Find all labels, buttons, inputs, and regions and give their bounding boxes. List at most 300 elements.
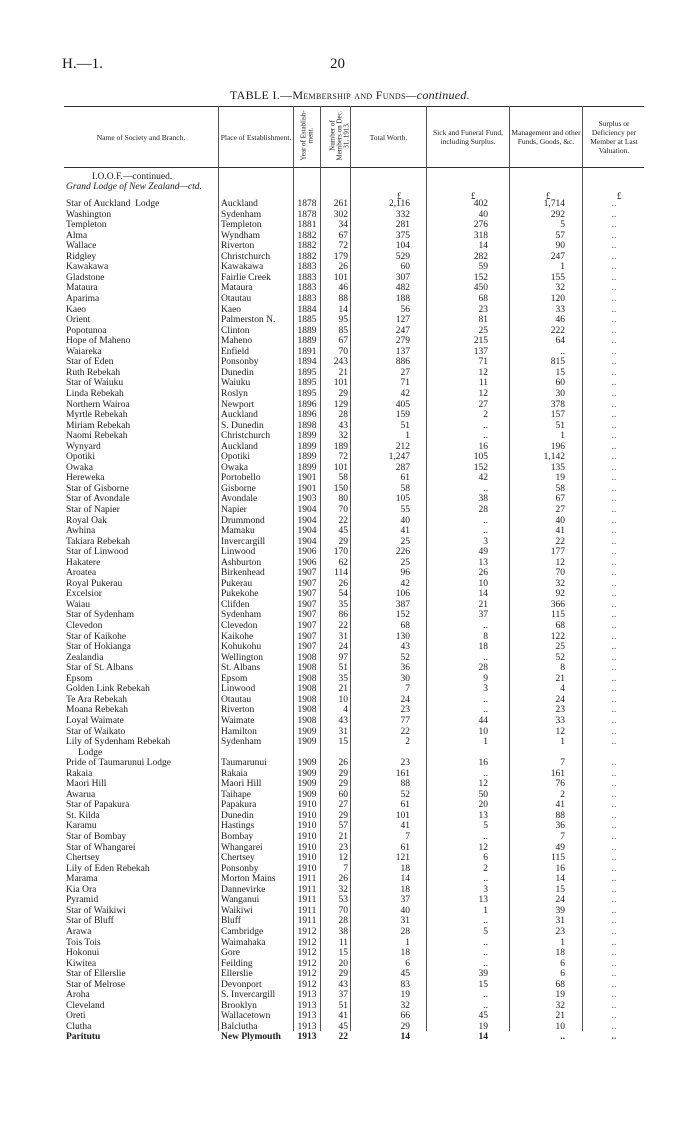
cell-surplus: ..	[611, 768, 617, 779]
cell-year: 1913	[297, 1000, 317, 1011]
cell-mgmt: 92	[555, 589, 565, 600]
cell-mgmt: 115	[551, 610, 565, 621]
cell-worth: 77	[400, 715, 410, 726]
cell-place: Ellerslie	[221, 969, 253, 980]
cell-members: 31	[338, 726, 348, 737]
cell-sick: 8	[483, 631, 488, 642]
cell-worth: 18	[400, 884, 410, 895]
cell-members: 51	[338, 1000, 348, 1011]
table-header-rule	[64, 167, 644, 168]
cell-name: Maori Hill	[66, 779, 107, 790]
cell-sick: 59	[478, 262, 488, 273]
cell-mgmt: 30	[555, 388, 565, 399]
cell-members: 70	[338, 505, 348, 515]
cell-year: 1898	[297, 420, 317, 431]
cell-year: 1907	[297, 578, 317, 589]
cell-members: 28	[338, 410, 348, 420]
cell-name: Alma	[66, 230, 88, 241]
cell-mgmt: 24	[555, 694, 565, 705]
cell-worth: 1	[405, 431, 410, 442]
cell-year: 1911	[297, 884, 317, 895]
cell-place: Opotiki	[221, 452, 251, 463]
cell-worth: 14	[400, 874, 410, 885]
cell-surplus: ..	[611, 895, 617, 906]
cell-place: Maheno	[221, 336, 253, 347]
cell-name: Star of Eden	[66, 357, 114, 368]
cell-place: Christchurch	[221, 251, 271, 262]
cell-name: Awarua	[66, 789, 96, 800]
cell-surplus: ..	[611, 220, 617, 231]
cell-mgmt: 247	[550, 251, 565, 262]
cell-sick: 49	[478, 547, 488, 558]
cell-mgmt: 157	[550, 410, 565, 420]
cell-name: Oreti	[66, 1011, 86, 1022]
cell-surplus: ..	[611, 694, 617, 705]
cell-sick: ..	[483, 916, 488, 927]
cell-year: 1889	[297, 336, 317, 347]
cell-name: Loyal Waimate	[66, 715, 124, 726]
cell-name: Wynyard	[66, 441, 101, 452]
cell-members: 114	[334, 568, 348, 579]
cell-place: S. Dunedin	[221, 420, 264, 431]
cell-worth: 279	[395, 336, 410, 347]
cell-mgmt: 155	[550, 272, 565, 283]
cell-year: 1908	[297, 652, 317, 663]
cell-name: St. Kilda	[66, 810, 100, 821]
cell-sick: ..	[483, 937, 488, 948]
cell-surplus: ..	[611, 410, 617, 420]
cell-place: Avondale	[221, 494, 258, 505]
cell-sick: 11	[478, 378, 488, 389]
cell-surplus: ..	[611, 399, 617, 410]
cell-members: 35	[338, 599, 348, 610]
cell-surplus: ..	[611, 631, 617, 642]
cell-sick: 152	[473, 462, 488, 473]
cell-surplus: ..	[611, 536, 617, 547]
cell-surplus: ..	[611, 431, 617, 442]
cell-name: Star of Whangarei	[66, 842, 136, 853]
cell-place: Palmerston N.	[221, 315, 276, 326]
cell-year: 1906	[297, 547, 317, 558]
cell-members: 32	[338, 431, 348, 442]
cell-place: Owaka	[221, 462, 248, 473]
cell-name: Aroatea	[66, 568, 97, 579]
cell-year: 1912	[297, 926, 317, 937]
cell-place: Hastings	[221, 821, 255, 832]
cell-surplus: ..	[611, 853, 617, 864]
cell-place: Balclutha	[221, 1021, 258, 1032]
cell-worth: 18	[400, 863, 410, 874]
cell-year: 1878	[297, 209, 317, 220]
cell-members: 20	[338, 958, 348, 969]
cell-name: Waiareka	[66, 346, 102, 357]
cell-sick: ..	[483, 420, 488, 431]
column-header-name: Name of Society and Branch.	[96, 132, 186, 142]
cell-year: 1895	[297, 378, 317, 389]
cell-worth: 56	[400, 304, 410, 315]
cell-members: 10	[338, 694, 348, 705]
cell-worth: 307	[395, 272, 410, 283]
cell-name: Star of Waikiwi	[66, 905, 126, 916]
cell-worth: 14	[400, 1032, 410, 1043]
cell-worth: 529	[395, 251, 410, 262]
cell-sick: 3	[483, 536, 488, 547]
cell-place: Christchurch	[221, 431, 271, 442]
cell-mgmt: 23	[555, 926, 565, 937]
cell-surplus: ..	[611, 1011, 617, 1022]
cell-members: 85	[338, 325, 348, 336]
cell-mgmt: 15	[555, 884, 565, 895]
cell-place: Gisborne	[221, 483, 256, 494]
column-header-year: Year of Establish-ment.	[299, 110, 315, 161]
cell-year: 1908	[297, 684, 317, 695]
cell-name: Mataura	[66, 283, 98, 294]
cell-place: Feilding	[221, 958, 253, 969]
cell-name: Northern Wairoa	[66, 399, 130, 410]
cell-mgmt: 88	[555, 810, 565, 821]
cell-members: 38	[338, 926, 348, 937]
cell-place: Wellington	[221, 652, 263, 663]
cell-place: Kaikohe	[221, 631, 254, 642]
cell-place: Dunedin	[221, 810, 254, 821]
cell-sick: ..	[483, 621, 488, 631]
cell-worth: 104	[395, 241, 410, 252]
cell-name: Star of Linwood	[66, 547, 129, 558]
cell-mgmt: 49	[555, 842, 565, 853]
cell-members: 15	[338, 948, 348, 958]
cell-worth: 42	[400, 388, 410, 399]
cell-sick: 10	[478, 726, 488, 737]
cell-year: 1885	[297, 315, 317, 326]
cell-worth: 886	[395, 357, 410, 368]
cell-year: 1907	[297, 599, 317, 610]
unit-surplus: £	[617, 191, 622, 201]
cell-mgmt: 1	[560, 262, 565, 273]
cell-sick: ..	[483, 515, 488, 526]
cell-members: 58	[338, 473, 348, 484]
cell-place: Templeton	[221, 220, 262, 231]
cell-name: Hope of Maheno	[66, 336, 131, 347]
cell-members: 179	[333, 251, 348, 262]
cell-members: 15	[338, 737, 348, 747]
cell-place: Linwood	[221, 547, 256, 558]
cell-place: Ponsonby	[221, 863, 259, 874]
cell-year: 1910	[297, 800, 317, 811]
cell-members: 62	[338, 557, 348, 568]
cell-mgmt: 33	[555, 304, 565, 315]
cell-name: Tois Tois	[66, 937, 101, 948]
unit-worth: £	[397, 191, 402, 201]
cell-surplus: ..	[611, 578, 617, 589]
cell-name: Pride of Taumarunui Lodge	[66, 758, 171, 769]
cell-mgmt: 21	[555, 673, 565, 684]
cell-worth: 96	[400, 568, 410, 579]
cell-year: 1882	[297, 241, 317, 252]
cell-members: 129	[333, 399, 348, 410]
cell-mgmt: 1	[560, 431, 565, 442]
cell-year: 1909	[297, 758, 317, 769]
cell-place: Waimahaka	[221, 937, 266, 948]
cell-surplus: ..	[611, 441, 617, 452]
title-dash: —	[280, 88, 293, 102]
document-reference: H.—1.	[62, 56, 103, 72]
cell-name: Ridgley	[66, 251, 97, 262]
cell-name: Star of Auckland Lodge	[66, 199, 160, 209]
cell-mgmt: 7	[560, 758, 565, 769]
cell-place: Roslyn	[221, 388, 248, 399]
cell-mgmt: 52	[555, 652, 565, 663]
cell-members: 43	[338, 420, 348, 431]
cell-worth: 101	[395, 810, 410, 821]
cell-mgmt: 68	[555, 621, 565, 631]
cell-surplus: ..	[611, 726, 617, 737]
cell-sick: 152	[473, 272, 488, 283]
cell-surplus: ..	[611, 652, 617, 663]
cell-place: Epsom	[221, 673, 248, 684]
cell-worth: 106	[395, 589, 410, 600]
cell-sick: ..	[483, 1000, 488, 1011]
cell-mgmt: 31	[555, 916, 565, 927]
cell-name: Waiau	[66, 599, 91, 610]
cell-sick: 21	[478, 599, 488, 610]
cell-surplus: ..	[611, 758, 617, 769]
cell-sick: 68	[478, 294, 488, 304]
cell-worth: 25	[400, 536, 410, 547]
cell-name: Naomi Rebekah	[66, 431, 128, 442]
cell-mgmt: 58	[555, 483, 565, 494]
cell-mgmt: 10	[555, 1021, 565, 1032]
cell-members: 101	[333, 272, 348, 283]
cell-worth: 55	[400, 505, 410, 515]
cell-name: Owaka	[66, 462, 93, 473]
cell-name: Awhina	[66, 526, 96, 537]
cell-mgmt: 6	[560, 958, 565, 969]
cell-name: Kia Ora	[66, 884, 97, 895]
cell-name: Clevedon	[66, 621, 103, 631]
cell-surplus: ..	[611, 863, 617, 874]
cell-mgmt: 292	[550, 209, 565, 220]
cell-year: 1909	[297, 726, 317, 737]
cell-name: Golden Link Rebekah	[66, 684, 150, 695]
cell-place: Maori Hill	[221, 779, 262, 790]
cell-year: 1883	[297, 283, 317, 294]
cell-mgmt: 51	[555, 420, 565, 431]
cell-surplus: ..	[611, 420, 617, 431]
cell-surplus: ..	[611, 1000, 617, 1011]
cell-year: 1912	[297, 979, 317, 990]
cell-surplus: ..	[611, 990, 617, 1001]
cell-worth: 130	[395, 631, 410, 642]
cell-sick: 282	[473, 251, 488, 262]
cell-name: Cleveland	[66, 1000, 105, 1011]
cell-sick: ..	[483, 694, 488, 705]
cell-sick: 28	[478, 663, 488, 674]
cell-name-continuation: Lodge	[78, 747, 103, 758]
cell-place: Newport	[221, 399, 255, 410]
cell-name: Star of Waikato	[66, 726, 126, 737]
cell-sick: 42	[478, 473, 488, 484]
cell-worth: 60	[400, 262, 410, 273]
cell-mgmt: 4	[560, 684, 565, 695]
cell-year: 1883	[297, 262, 317, 273]
cell-year: 1895	[297, 367, 317, 378]
cell-worth: 66	[400, 1011, 410, 1022]
cell-name: Star of Papakura	[66, 800, 130, 811]
cell-surplus: ..	[611, 926, 617, 937]
cell-place: Fairlie Creek	[221, 272, 271, 283]
cell-members: 70	[338, 346, 348, 357]
cell-members: 189	[333, 441, 348, 452]
cell-place: Dunedin	[221, 367, 254, 378]
cell-year: 1912	[297, 937, 317, 948]
cell-year: 1909	[297, 768, 317, 779]
cell-name: Popotunoa	[66, 325, 107, 336]
cell-mgmt: 41	[555, 800, 565, 811]
cell-members: 31	[338, 631, 348, 642]
cell-members: 86	[338, 610, 348, 621]
cell-members: 45	[338, 526, 348, 537]
cell-mgmt: 222	[550, 325, 565, 336]
cell-mgmt: 177	[550, 547, 565, 558]
cell-name: Royal Oak	[66, 515, 107, 526]
table-continued: —continued.	[405, 88, 471, 102]
cell-name: Star of Bluff	[66, 916, 114, 927]
cell-worth: 24	[400, 694, 410, 705]
cell-surplus: ..	[611, 568, 617, 579]
cell-mgmt: 122	[550, 631, 565, 642]
cell-place: Gore	[221, 948, 240, 958]
cell-place: Chertsey	[221, 853, 255, 864]
cell-worth: 22	[400, 726, 410, 737]
cell-members: 72	[338, 452, 348, 463]
cell-worth: 68	[400, 621, 410, 631]
cell-sick: 402	[473, 199, 488, 209]
cell-name: Linda Rebekah	[66, 388, 124, 399]
cell-sick: ..	[483, 768, 488, 779]
cell-sick: ..	[483, 958, 488, 969]
cell-worth: 2	[405, 737, 410, 747]
cell-place: Sydenham	[221, 209, 262, 220]
cell-name: Star of Sydenham	[66, 610, 135, 621]
cell-sick: 39	[478, 969, 488, 980]
cell-worth: 61	[400, 842, 410, 853]
cell-surplus: ..	[611, 483, 617, 494]
cell-surplus: ..	[611, 684, 617, 695]
cell-members: 150	[333, 483, 348, 494]
cell-worth: 28	[400, 926, 410, 937]
cell-year: 1911	[297, 874, 317, 885]
cell-sick: ..	[483, 874, 488, 885]
cell-mgmt: 33	[555, 715, 565, 726]
cell-sick: 26	[478, 568, 488, 579]
cell-sick: 45	[478, 1011, 488, 1022]
cell-year: 1894	[297, 357, 317, 368]
cell-worth: 40	[400, 905, 410, 916]
cell-place: Clevedon	[221, 621, 258, 631]
cell-sick: 38	[478, 494, 488, 505]
cell-place: Taihape	[221, 789, 251, 800]
cell-year: 1881	[297, 220, 317, 231]
cell-name: Rakaia	[66, 768, 93, 779]
cell-year: 1904	[297, 526, 317, 537]
cell-members: 80	[338, 494, 348, 505]
cell-year: 1896	[297, 399, 317, 410]
cell-surplus: ..	[611, 251, 617, 262]
cell-name: Star of Avondale	[66, 494, 130, 505]
cell-year: 1910	[297, 853, 317, 864]
cell-mgmt: 24	[555, 895, 565, 906]
cell-surplus: ..	[611, 367, 617, 378]
cell-worth: 332	[395, 209, 410, 220]
cell-name: Star of Ellerslie	[66, 969, 126, 980]
cell-year: 1884	[297, 304, 317, 315]
cell-year: 1912	[297, 948, 317, 958]
cell-members: 57	[338, 821, 348, 832]
cell-mgmt: 57	[555, 230, 565, 241]
cell-mgmt: 21	[555, 1011, 565, 1022]
cell-sick: 10	[478, 578, 488, 589]
cell-sick: 37	[478, 610, 488, 621]
cell-members: 21	[338, 684, 348, 695]
cell-mgmt: 1	[560, 937, 565, 948]
cell-year: 1911	[297, 916, 317, 927]
cell-mgmt: 32	[555, 283, 565, 294]
page-number: 20	[330, 56, 345, 72]
cell-members: 26	[338, 578, 348, 589]
cell-members: 14	[338, 304, 348, 315]
cell-name: Lily of Sydenham Rebekah	[66, 737, 171, 747]
cell-year: 1908	[297, 663, 317, 674]
cell-sick: 215	[473, 336, 488, 347]
cell-worth: 36	[400, 663, 410, 674]
cell-mgmt: 76	[555, 779, 565, 790]
cell-mgmt: 2	[560, 789, 565, 800]
cell-place: Wallacetown	[221, 1011, 271, 1022]
cell-name: Lily of Eden Rebekah	[66, 863, 150, 874]
cell-surplus: ..	[611, 642, 617, 653]
cell-sick: 16	[478, 758, 488, 769]
cell-sick: 5	[483, 926, 488, 937]
cell-mgmt: 14	[555, 874, 565, 885]
cell-year: 1913	[297, 990, 317, 1001]
cell-worth: 45	[400, 969, 410, 980]
cell-sick: ..	[483, 526, 488, 537]
cell-year: 1907	[297, 642, 317, 653]
cell-worth: 71	[400, 378, 410, 389]
cell-place: Kawakawa	[221, 262, 264, 273]
cell-surplus: ..	[611, 1021, 617, 1032]
cell-sick: 137	[473, 346, 488, 357]
cell-surplus: ..	[611, 842, 617, 853]
cell-mgmt: 41	[555, 526, 565, 537]
cell-mgmt: 15	[555, 367, 565, 378]
cell-name: Wallace	[66, 241, 97, 252]
cell-worth: 375	[395, 230, 410, 241]
column-rule	[582, 106, 583, 1031]
cell-sick: 13	[478, 810, 488, 821]
cell-mgmt: 39	[555, 905, 565, 916]
cell-members: 243	[333, 357, 348, 368]
cell-members: 51	[338, 663, 348, 674]
table-top-rule	[64, 106, 644, 107]
cell-members: 45	[338, 1021, 348, 1032]
cell-worth: 61	[400, 800, 410, 811]
cell-mgmt: 135	[550, 462, 565, 473]
cell-members: 29	[338, 969, 348, 980]
cell-surplus: ..	[611, 705, 617, 716]
cell-surplus: ..	[611, 821, 617, 832]
cell-surplus: ..	[611, 547, 617, 558]
